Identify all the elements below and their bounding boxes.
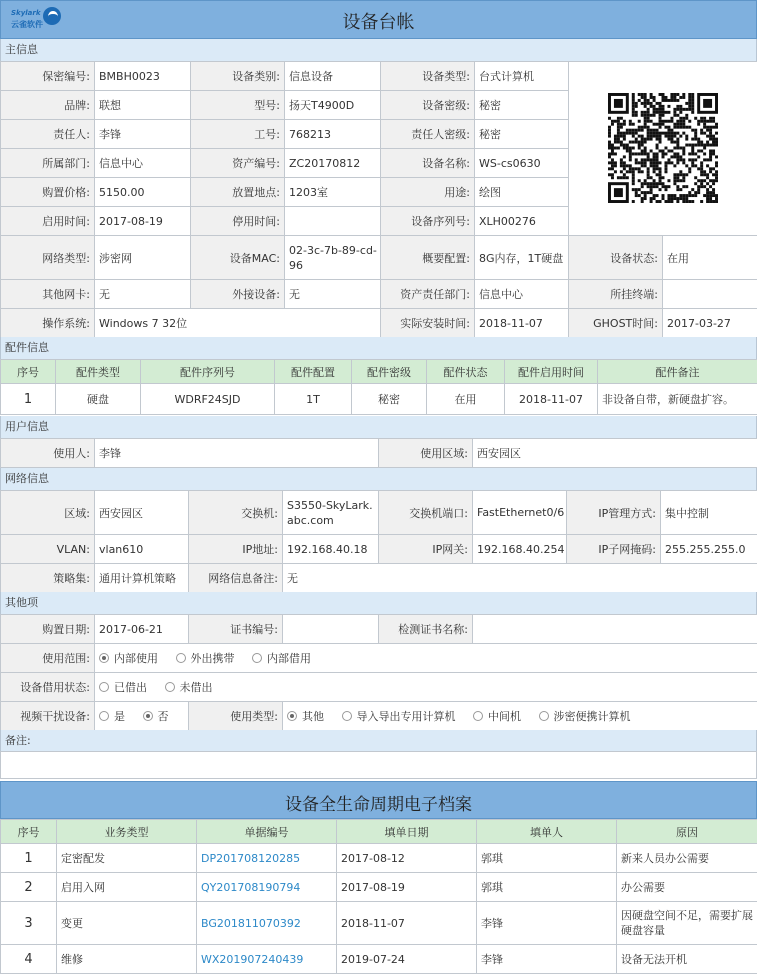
parts-column-header: 配件启用时间: [505, 360, 598, 384]
radio-unchecked-icon: [176, 653, 186, 663]
field-label: 设备密级:: [381, 91, 475, 120]
label-switch-port: 交换机端口:: [379, 491, 473, 535]
table-cell: 4: [1, 945, 57, 974]
label-ip-gateway: IP网关:: [379, 535, 473, 564]
label-cert-no: 证书编号:: [189, 615, 283, 644]
row-video: [1, 702, 757, 731]
table-cell: 1: [1, 384, 56, 415]
lifecycle-table: [0, 819, 757, 974]
table-row: [1, 873, 757, 902]
row-network-type: [1, 236, 757, 280]
field-value: 秘密: [475, 120, 569, 149]
other-table: [0, 614, 757, 731]
field-label: 购置价格:: [1, 178, 95, 207]
field-label: 型号:: [191, 91, 285, 120]
field-value: 信息中心: [95, 149, 191, 178]
field-label: 所属部门:: [1, 149, 95, 178]
label-network-remark: 网络信息备注:: [189, 564, 283, 593]
value-external-device: 无: [285, 280, 381, 309]
lifecycle-column-header: 业务类型: [57, 820, 197, 844]
label-use-type: 使用类型:: [189, 702, 283, 731]
network-table: [0, 490, 757, 593]
lifecycle-column-header: 填单人: [477, 820, 617, 844]
label-switch: 交换机:: [189, 491, 283, 535]
field-value: 5150.00: [95, 178, 191, 207]
table-cell: 新来人员办公需要: [617, 844, 757, 873]
value-network-type: 涉密网: [95, 236, 191, 280]
value-switch-port: FastEthernet0/6: [473, 491, 567, 535]
label-region: 区域:: [1, 491, 95, 535]
header-bar: [0, 0, 757, 39]
field-label: 停用时间:: [191, 207, 285, 236]
page-title: 设备台帐: [342, 12, 415, 33]
table-cell: 启用入网: [57, 873, 197, 902]
radio-unchecked-icon: [342, 711, 352, 721]
label-use-area: 使用区域:: [379, 439, 473, 468]
label-mac: 设备MAC:: [191, 236, 285, 280]
label-video: 视频干扰设备:: [1, 702, 95, 731]
radio-usetype-portable[interactable]: [539, 710, 631, 723]
table-cell: 郭琪: [477, 873, 617, 902]
lifecycle-column-header: 填单日期: [337, 820, 477, 844]
radio-video-yes[interactable]: [99, 710, 125, 723]
table-cell: 硬盘: [56, 384, 141, 415]
value-cert-name: [473, 615, 757, 644]
radio-usetype-import-export[interactable]: [342, 710, 456, 723]
radio-checked-icon: [287, 711, 297, 721]
user-table: [0, 438, 757, 468]
document-number-link[interactable]: WX201907240439: [197, 945, 337, 974]
document-number-link[interactable]: BG201811070392: [197, 902, 337, 945]
table-row: [1, 945, 757, 974]
parts-column-header: 配件备注: [598, 360, 757, 384]
document-number-link[interactable]: QY201708190794: [197, 873, 337, 902]
label-terminal: 所挂终端:: [569, 280, 663, 309]
field-value: ZC20170812: [285, 149, 381, 178]
parts-column-header: 配件密级: [352, 360, 427, 384]
radio-label: 涉密便携计算机: [553, 710, 631, 723]
qr-code-icon: [608, 93, 718, 203]
document-number-link[interactable]: DP201708120285: [197, 844, 337, 873]
table-cell: 维修: [57, 945, 197, 974]
field-label: 资产编号:: [191, 149, 285, 178]
table-cell: 非设备自带，新硬盘扩容。: [598, 384, 757, 415]
label-policy: 策略集:: [1, 564, 95, 593]
label-config: 概要配置:: [381, 236, 475, 280]
label-device-status: 设备状态:: [569, 236, 663, 280]
section-main-info: 主信息: [0, 39, 757, 61]
logo-text-en: Skylark: [11, 9, 41, 17]
field-value: 台式计算机: [475, 62, 569, 91]
value-ip-address: 192.168.40.18: [283, 535, 379, 564]
lifecycle-column-header: 序号: [1, 820, 57, 844]
field-value: 李锋: [95, 120, 191, 149]
borrow-radio-group: [95, 673, 757, 702]
value-network-remark: 无: [283, 564, 757, 593]
parts-column-header: 配件序列号: [141, 360, 275, 384]
field-label: 设备名称:: [381, 149, 475, 178]
label-cert-name: 检测证书名称:: [379, 615, 473, 644]
section-remark: 备注:: [0, 730, 757, 752]
radio-label: 外出携带: [190, 652, 235, 665]
logo-text-cn: 云雀软件: [11, 20, 43, 29]
radio-label: 中间机: [488, 710, 521, 723]
radio-unchecked-icon: [539, 711, 549, 721]
value-purchase-date: 2017-06-21: [95, 615, 189, 644]
value-use-area: 西安园区: [473, 439, 757, 468]
table-cell: 2: [1, 873, 57, 902]
field-label: 保密编号:: [1, 62, 95, 91]
table-cell: WDRF24SJD: [141, 384, 275, 415]
value-ip-gateway: 192.168.40.254: [473, 535, 567, 564]
radio-checked-icon: [99, 653, 109, 663]
label-purchase-date: 购置日期:: [1, 615, 95, 644]
label-vlan: VLAN:: [1, 535, 95, 564]
table-cell: 郭琪: [477, 844, 617, 873]
radio-unchecked-icon: [165, 682, 175, 692]
scope-radio-group: [95, 644, 757, 673]
label-user: 使用人:: [1, 439, 95, 468]
value-user: 李锋: [95, 439, 379, 468]
table-cell: 2018-11-07: [505, 384, 598, 415]
row-other-nic: [1, 280, 757, 309]
radio-unchecked-icon: [99, 682, 109, 692]
radio-usetype-other[interactable]: [287, 710, 324, 723]
table-cell: 设备无法开机: [617, 945, 757, 974]
radio-borrowed[interactable]: [99, 681, 147, 694]
parts-column-header: 序号: [1, 360, 56, 384]
field-label: 设备序列号:: [381, 207, 475, 236]
row-borrow: [1, 673, 757, 702]
value-mac: 02-3c-7b-89-cd-96: [285, 236, 381, 280]
table-cell: 1T: [275, 384, 352, 415]
field-value: [285, 207, 381, 236]
radio-label: 内部借用: [267, 652, 311, 665]
value-cert-no: [283, 615, 379, 644]
field-value: 768213: [285, 120, 381, 149]
section-user: 用户信息: [0, 416, 757, 438]
field-label: 品牌:: [1, 91, 95, 120]
label-external-device: 外接设备:: [191, 280, 285, 309]
label-subnet-mask: IP子网掩码:: [567, 535, 661, 564]
field-value: 2017-08-19: [95, 207, 191, 236]
table-cell: 李锋: [477, 945, 617, 974]
value-config: 8G内存，1T硬盘: [475, 236, 569, 280]
value-os: Windows 7 32位: [95, 309, 381, 338]
table-cell: 在用: [427, 384, 505, 415]
radio-scope-borrow[interactable]: [252, 652, 311, 665]
value-other-nic: 无: [95, 280, 191, 309]
lifecycle-title-bar: [0, 781, 757, 819]
section-other: 其他项: [0, 592, 757, 614]
row-network-2: [1, 535, 757, 564]
label-borrow: 设备借用状态:: [1, 673, 95, 702]
field-value: 绘图: [475, 178, 569, 207]
field-value: XLH00276: [475, 207, 569, 236]
table-cell: 2019-07-24: [337, 945, 477, 974]
table-row: [1, 384, 757, 415]
table-cell: 因硬盘空间不足，需要扩展硬盘容量: [617, 902, 757, 945]
main-info-table-2: [0, 235, 757, 338]
field-label: 责任人密级:: [381, 120, 475, 149]
table-row: [1, 844, 757, 873]
table-cell: 变更: [57, 902, 197, 945]
radio-label: 已借出: [114, 681, 147, 694]
radio-scope-internal[interactable]: [99, 652, 158, 665]
value-terminal: [663, 280, 757, 309]
lifecycle-column-header: 原因: [617, 820, 757, 844]
field-value: 秘密: [475, 91, 569, 120]
label-ghost-time: GHOST时间:: [569, 309, 663, 338]
field-value: WS-cs0630: [475, 149, 569, 178]
main-info-row: [1, 62, 757, 91]
radio-usetype-intermediate[interactable]: [473, 710, 521, 723]
row-os: [1, 309, 757, 338]
value-region: 西安园区: [95, 491, 189, 535]
radio-label: 否: [157, 710, 169, 723]
field-label: 设备类别:: [191, 62, 285, 91]
radio-checked-icon: [143, 711, 153, 721]
radio-label: 内部使用: [114, 652, 158, 665]
radio-video-no[interactable]: [143, 710, 169, 723]
remark-field[interactable]: [0, 751, 757, 779]
radio-scope-outside[interactable]: [176, 652, 235, 665]
row-network-3: [1, 564, 757, 593]
lifecycle-column-header: 单据编号: [197, 820, 337, 844]
radio-label: 未借出: [179, 681, 213, 694]
value-ghost-time: 2017-03-27: [663, 309, 757, 338]
label-scope: 使用范围:: [1, 644, 95, 673]
label-other-nic: 其他网卡:: [1, 280, 95, 309]
parts-column-header: 配件类型: [56, 360, 141, 384]
lifecycle-title: 设备全生命周期电子档案: [285, 795, 472, 815]
value-subnet-mask: 255.255.255.0: [661, 535, 757, 564]
field-value: BMBH0023: [95, 62, 191, 91]
table-cell: 李锋: [477, 902, 617, 945]
label-network-type: 网络类型:: [1, 236, 95, 280]
parts-column-header: 配件配置: [275, 360, 352, 384]
radio-label: 其他: [302, 710, 324, 723]
value-ip-mgmt: 集中控制: [661, 491, 757, 535]
video-radio-group: [95, 702, 189, 731]
row-network-1: [1, 491, 757, 535]
section-network: 网络信息: [0, 468, 757, 490]
label-ip-address: IP地址:: [189, 535, 283, 564]
section-parts: 配件信息: [0, 337, 757, 359]
field-label: 用途:: [381, 178, 475, 207]
field-value: 1203室: [285, 178, 381, 207]
label-ip-mgmt: IP管理方式:: [567, 491, 661, 535]
field-value: 联想: [95, 91, 191, 120]
table-cell: 2017-08-12: [337, 844, 477, 873]
radio-unchecked-icon: [252, 653, 262, 663]
value-switch: S3550-SkyLark.abc.com: [283, 491, 379, 535]
field-label: 启用时间:: [1, 207, 95, 236]
label-asset-dept: 资产责任部门:: [381, 280, 475, 309]
label-install-time: 实际安装时间:: [381, 309, 475, 338]
table-cell: 办公需要: [617, 873, 757, 902]
value-device-status: 在用: [663, 236, 757, 280]
value-vlan: vlan610: [95, 535, 189, 564]
table-cell: 2017-08-19: [337, 873, 477, 902]
table-cell: 2018-11-07: [337, 902, 477, 945]
label-os: 操作系统:: [1, 309, 95, 338]
field-label: 工号:: [191, 120, 285, 149]
field-label: 放置地点:: [191, 178, 285, 207]
usetype-radio-group: [283, 702, 757, 731]
table-cell: 3: [1, 902, 57, 945]
radio-label: 导入导出专用计算机: [356, 710, 456, 723]
table-cell: 1: [1, 844, 57, 873]
value-install-time: 2018-11-07: [475, 309, 569, 338]
field-value: 信息设备: [285, 62, 381, 91]
radio-unchecked-icon: [99, 711, 109, 721]
value-policy: 通用计算机策略: [95, 564, 189, 593]
radio-not-borrowed[interactable]: [165, 681, 213, 694]
table-row: [1, 902, 757, 945]
field-value: 扬天T4900D: [285, 91, 381, 120]
field-label: 设备类型:: [381, 62, 475, 91]
value-asset-dept: 信息中心: [475, 280, 569, 309]
radio-unchecked-icon: [473, 711, 483, 721]
parts-column-header: 配件状态: [427, 360, 505, 384]
field-label: 责任人:: [1, 120, 95, 149]
row-purchase: [1, 615, 757, 644]
parts-table: [0, 359, 757, 415]
row-scope: [1, 644, 757, 673]
table-cell: 定密配发: [57, 844, 197, 873]
row-user: [1, 439, 757, 468]
radio-label: 是: [114, 710, 125, 723]
table-cell: 秘密: [352, 384, 427, 415]
